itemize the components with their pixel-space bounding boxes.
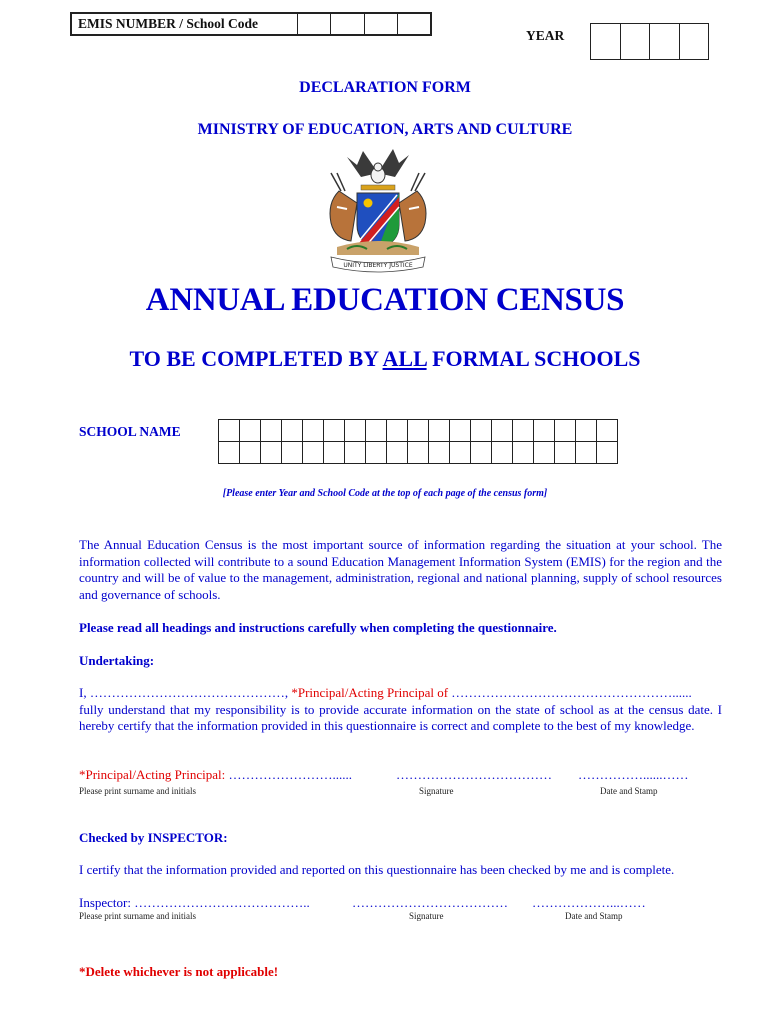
- school-name-cell[interactable]: [471, 442, 492, 464]
- school-name-cell[interactable]: [408, 442, 429, 464]
- school-name-cell[interactable]: [513, 420, 534, 442]
- school-name-cell[interactable]: [282, 442, 303, 464]
- completion-prefix: TO BE COMPLETED BY: [129, 346, 383, 371]
- declaration-title: DECLARATION FORM: [299, 79, 471, 96]
- undertaking-role-red: *Principal/Acting Principal of: [291, 685, 452, 700]
- school-name-cell[interactable]: [240, 420, 261, 442]
- inspector-signature-dots[interactable]: ………………………………: [352, 895, 508, 910]
- emis-label: EMIS NUMBER / School Code: [72, 14, 298, 34]
- inspector-name-dots[interactable]: …………………………………..: [134, 895, 310, 910]
- school-name-cell[interactable]: [597, 442, 618, 464]
- school-name-label: SCHOOL NAME: [79, 424, 181, 439]
- census-title: ANNUAL EDUCATION CENSUS: [145, 282, 625, 318]
- completion-suffix: FORMAL SCHOOLS: [426, 346, 641, 371]
- school-name-cell[interactable]: [219, 442, 240, 464]
- school-name-cell[interactable]: [366, 420, 387, 442]
- school-name-cell[interactable]: [387, 420, 408, 442]
- delete-footnote: *Delete whichever is not applicable!: [79, 964, 279, 979]
- emis-input-cell[interactable]: [365, 14, 398, 34]
- school-name-cell[interactable]: [282, 420, 303, 442]
- principal-date-caption: Date and Stamp: [600, 786, 658, 796]
- school-name-cell[interactable]: [471, 420, 492, 442]
- undertaking-school-dots[interactable]: ……………………………………………......: [451, 685, 692, 700]
- completion-all: ALL: [382, 346, 427, 371]
- principal-signature-caption: Signature: [419, 786, 454, 796]
- principal-name-caption: Please print surname and initials: [79, 786, 196, 796]
- school-name-cell[interactable]: [219, 420, 240, 442]
- school-name-cell[interactable]: [261, 420, 282, 442]
- school-name-cell[interactable]: [240, 442, 261, 464]
- school-name-cell[interactable]: [429, 420, 450, 442]
- principal-name-dots[interactable]: ……………………......: [228, 767, 352, 782]
- emis-input-cell[interactable]: [331, 14, 364, 34]
- year-input-grid: [590, 23, 709, 60]
- principal-label: *Principal/Acting Principal:: [79, 767, 229, 782]
- undertaking-body: fully understand that my responsibility is to provide accurate information on the state of school as at the census date. I hereby certify that the information provided in this questionnaire is correct and complete to the best of my knowledge.: [79, 701, 722, 733]
- year-input-cell[interactable]: [680, 24, 709, 59]
- undertaking-heading: Undertaking:: [79, 653, 155, 668]
- inspector-heading: Checked by INSPECTOR:: [79, 830, 228, 845]
- school-name-cell[interactable]: [555, 420, 576, 442]
- school-name-cell[interactable]: [534, 420, 555, 442]
- school-name-cell[interactable]: [345, 442, 366, 464]
- school-name-cell[interactable]: [408, 420, 429, 442]
- coat-motto: UNITY LIBERTY JUSTICE: [343, 262, 413, 269]
- school-name-cell[interactable]: [450, 442, 471, 464]
- school-name-cell[interactable]: [303, 420, 324, 442]
- year-label: YEAR: [526, 28, 565, 43]
- ministry-title: MINISTRY OF EDUCATION, ARTS AND CULTURE: [197, 121, 573, 138]
- emis-input-cell[interactable]: [398, 14, 430, 34]
- school-name-cell[interactable]: [492, 442, 513, 464]
- school-name-row: [219, 442, 618, 464]
- emis-input-cell[interactable]: [298, 14, 331, 34]
- school-name-cell[interactable]: [555, 442, 576, 464]
- inspector-label: Inspector:: [79, 895, 135, 910]
- year-input-cell[interactable]: [621, 24, 651, 59]
- principal-signature-dots[interactable]: ………………………………: [396, 767, 552, 782]
- school-name-cell[interactable]: [387, 442, 408, 464]
- undertaking-statement: [79, 685, 722, 735]
- school-name-cell[interactable]: [261, 442, 282, 464]
- year-input-cell[interactable]: [591, 24, 621, 59]
- school-name-cell[interactable]: [366, 442, 387, 464]
- completion-subtitle: [0, 346, 770, 372]
- school-name-cell[interactable]: [576, 442, 597, 464]
- school-name-cell[interactable]: [450, 420, 471, 442]
- instruction-note: [Please enter Year and School Code at the top of each page of the census form]: [222, 488, 548, 499]
- school-name-cell[interactable]: [324, 442, 345, 464]
- school-name-cell[interactable]: [345, 420, 366, 442]
- inspector-date-caption: Date and Stamp: [565, 911, 623, 921]
- read-instructions-note: Please read all headings and instructions carefully when completing the questionnaire.: [79, 620, 557, 635]
- school-name-cell[interactable]: [492, 420, 513, 442]
- school-name-cell[interactable]: [534, 442, 555, 464]
- inspector-name-caption: Please print surname and initials: [79, 911, 196, 921]
- school-name-cell[interactable]: [324, 420, 345, 442]
- school-name-cell[interactable]: [576, 420, 597, 442]
- school-name-row: [219, 420, 618, 442]
- school-name-cell[interactable]: [303, 442, 324, 464]
- inspector-signature-caption: Signature: [409, 911, 444, 921]
- principal-signature-line: [79, 767, 352, 783]
- school-name-cell[interactable]: [513, 442, 534, 464]
- school-name-grid: [218, 419, 618, 464]
- coat-of-arms-emblem: [317, 143, 439, 273]
- intro-paragraph: The Annual Education Census is the most important source of information regarding the situation at your school. The information collected will contribute to a sound Education Management Information System (EMIS) for the region and the country and will be of value to the management, administration, regional and national planning, supply of school resources and governance of schools.: [79, 537, 722, 602]
- school-name-cell[interactable]: [597, 420, 618, 442]
- principal-date-dots[interactable]: ……………......……: [578, 767, 689, 782]
- inspector-certify-text: I certify that the information provided and reported on this questionnaire has been checked by me and is complete.: [79, 862, 675, 877]
- school-name-cell[interactable]: [429, 442, 450, 464]
- inspector-date-dots[interactable]: ………………...……: [532, 895, 646, 910]
- year-input-cell[interactable]: [650, 24, 680, 59]
- inspector-signature-line: [79, 895, 310, 911]
- emis-code-box: [70, 12, 432, 36]
- undertaking-name-dots[interactable]: I, ………………………………………,: [79, 685, 292, 700]
